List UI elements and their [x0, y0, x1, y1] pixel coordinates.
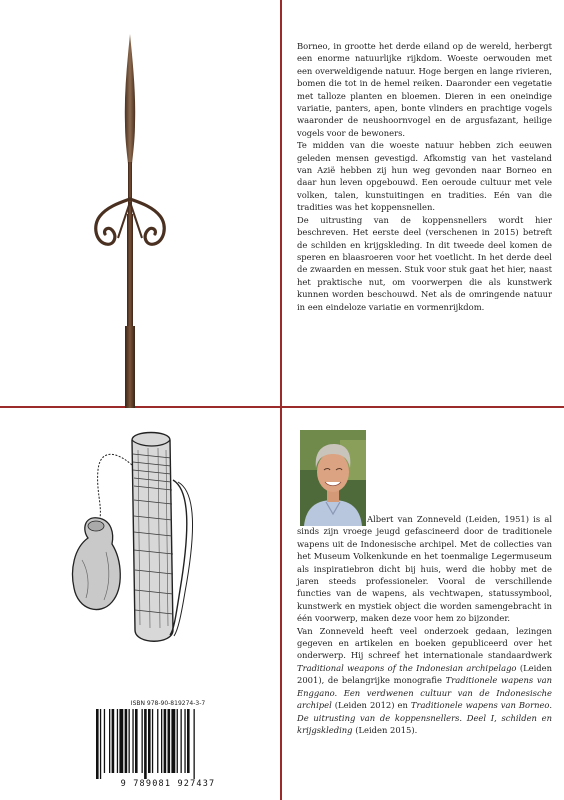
barcode-bar — [168, 709, 171, 773]
barcode-bars — [88, 709, 248, 779]
barcode-bar — [100, 709, 101, 779]
book-title: Traditionele wapens van Borneo. De uitrusting van de koppensnellers. Deel I, schilden en krijgskleding — [297, 700, 552, 735]
barcode-bar — [112, 709, 115, 773]
isbn-digits: 9 789081 927437 — [120, 779, 216, 789]
description-paragraph: De uitrusting van de koppensnellers wordt hier beschreven. Het eerste deel (verschenen in 2015) betreft de schilden en krijgskleding. In dit tweede deel komen de speren en blaasroeren voor het voetlicht. In het derde deel de zwaarden en messen. Stuk voor stuk gaat het hier, naast het praktische nut, om voorwerpen die als kunstwerk kunnen worden beschouwd. Net als de omringende natuur in een eindeloze variatie en vormenrijkdom. — [297, 214, 552, 312]
barcode-bar — [148, 709, 151, 773]
barcode-bar — [129, 709, 130, 773]
barcode-bar — [181, 709, 182, 773]
bio-text: (Leiden 2001), de belangrijke monografie — [297, 662, 552, 686]
author-biography — [297, 513, 552, 736]
barcode-bar — [144, 709, 147, 779]
barcode-bar — [152, 709, 153, 773]
book-description — [297, 40, 552, 313]
barcode-bar — [184, 709, 185, 773]
author-photo — [300, 430, 366, 526]
isbn-label: ISBN 978-90-819274-3-7 — [130, 700, 206, 707]
barcode-bar — [157, 709, 158, 773]
barcode-bar — [161, 709, 162, 773]
barcode-bar — [119, 709, 123, 773]
book-title: Traditionele wapens van Enggano. Een verdwenen cultuur van de Indonesische archipel — [297, 675, 552, 711]
quiver-drawing — [40, 420, 250, 670]
description-paragraph: Borneo, in grootte het derde eiland op de wereld, herbergt een enorme natuurlijke rijkdom. Woeste oerwouden met een overweldigende natuur. Hoge bergen en lange rivieren, bomen die tot in de hemel reiken. Daaronder een vegetatie met talloze planten en bloemen. Dieren in een oneindige variatie, panters, apen, bonte vlinders en prachtige vogels waaronder de neushoornvogel en de argusfazant, heilige vogels voor de bewoners. — [297, 41, 552, 138]
bio-text: Van Zonneveld heeft veel onderzoek gedaan, lezingen gegeven en artikelen en boeken gepubliceerd over het onderwerp. Hij schreef het internationale standaardwerk — [297, 625, 552, 661]
book-title: Traditional weapons of the Indonesian archipelago — [297, 662, 517, 673]
isbn-barcode — [88, 700, 248, 790]
barcode-bar — [104, 709, 105, 773]
barcode-bar — [177, 709, 178, 773]
barcode-bar — [164, 709, 167, 773]
barcode-bar — [187, 709, 190, 773]
barcode-bar — [109, 709, 110, 773]
barcode-bar — [96, 709, 99, 779]
bio-text: (Leiden 2012) en — [331, 700, 411, 711]
vertical-divider — [280, 0, 282, 800]
barcode-bar — [135, 709, 138, 773]
barcode-bar — [194, 709, 195, 779]
description-paragraph: Te midden van die woeste natuur hebben zich eeuwen geleden mensen gevestigd. Afkomstig van het vasteland van Azië hebben zij hun weg gevonden naar Borneo en daar hun leven opgebouwd. Een oeroude cultuur met vele volken, talen, kunstuitingen en tradities. Eén van die tradities was het koppensnellen. — [297, 140, 552, 213]
bio-text: (Leiden 2015). — [352, 724, 418, 735]
spear-image — [70, 14, 190, 408]
bio-paragraph-1: Albert van Zonneveld (Leiden, 1951) is al sinds zijn vroege jeugd gefascineerd door de traditionele wapens uit de Indonesische archipel. Met de collecties van het Museum Volkenkunde en het toenmalige Legermuseum als inspiratiebron dicht bij huis, werd die hobby met de jaren steeds professioneler. Vooral de verschillende functies van de wapens, als vechtwapen, statussymbool, kunstwerk en mystiek object die worden samengebracht in één voorwerp, maken deze voor hem zo bijzonder. — [297, 514, 552, 624]
barcode-bar — [171, 709, 175, 773]
barcode-bar — [132, 709, 133, 773]
barcode-bar — [142, 709, 143, 773]
barcode-bar — [125, 709, 128, 773]
bio-paragraph-2 — [297, 625, 552, 737]
barcode-bar — [117, 709, 118, 773]
